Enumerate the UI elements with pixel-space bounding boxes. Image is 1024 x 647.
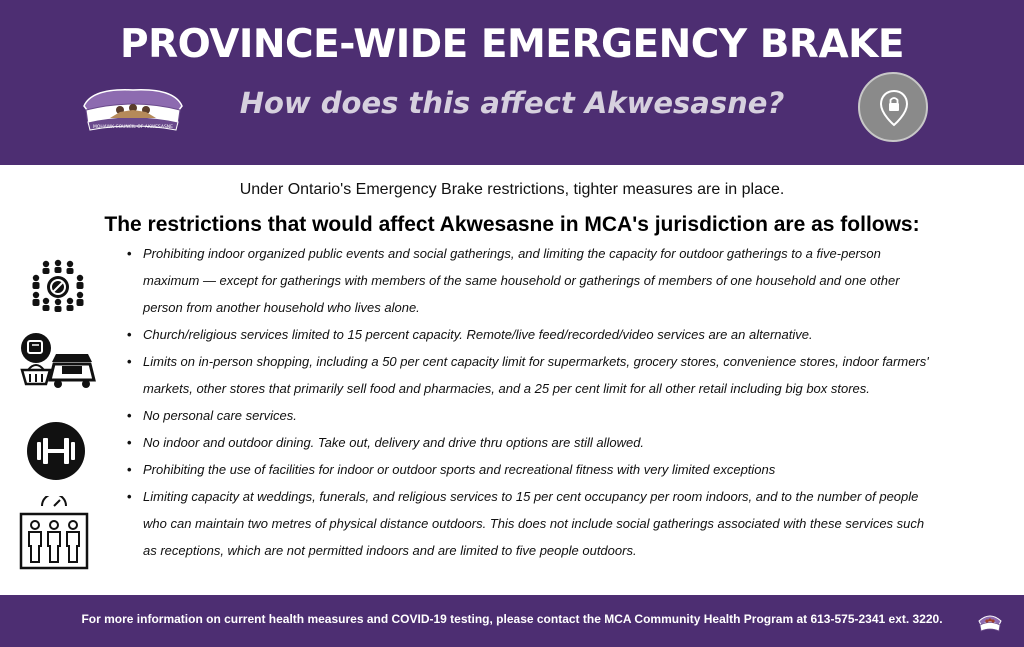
svg-text:MOHAWK COUNCIL OF AKWESASNE: MOHAWK COUNCIL OF AKWESASNE bbox=[92, 125, 174, 130]
restrictions-list bbox=[127, 240, 937, 564]
mca-seal-icon bbox=[977, 611, 1003, 633]
page-title: PROVINCE-WIDE EMERGENCY BRAKE bbox=[119, 22, 905, 67]
list-item: • Church/religious services limited to 15 percent capacity. Remote/live feed/recorded/video services are an alternative. bbox=[127, 321, 937, 348]
page-subtitle: How does this affect Akwesasne? bbox=[239, 86, 785, 120]
fitness-dumbbell-icon bbox=[26, 421, 86, 481]
shopping-icon bbox=[18, 332, 98, 392]
list-item: • Limiting capacity at weddings, funerals, and religious services to 15 per cent occupancy per room indoors, and to the number of people who can maintain two metres of physical distance outdoors. This does not include social gatherings associated with these services such as receptions, which are not permitted indoors and are limited to five people outdoors. bbox=[127, 483, 937, 564]
footer-banner bbox=[0, 595, 1024, 647]
list-item: • Prohibiting the use of facilities for indoor or outdoor sports and recreational fitness with very limited exceptions bbox=[127, 456, 937, 483]
restrictions-heading: The restrictions that would affect Akwesasne in MCA's jurisdiction are as follows: bbox=[104, 213, 920, 236]
list-item: • Limits on in-person shopping, including a 50 per cent capacity limit for supermarkets, grocery stores, convenience stores, indoor farmers' markets, other stores that primarily sell food and pharmacies, and a 25 per cent limit for all other retail including big box stores. bbox=[127, 348, 937, 402]
list-item: • No personal care services. bbox=[127, 402, 937, 429]
list-item: • Prohibiting indoor organized public events and social gatherings, and limiting the capacity for outdoor gatherings to a five-person maximum — except for gatherings with members of the same household or gatherings of members of one household and one other person from another household who lives alone. bbox=[127, 240, 937, 321]
no-gatherings-icon bbox=[30, 258, 86, 312]
intro-text: Under Ontario's Emergency Brake restrictions, tighter measures are in place. bbox=[239, 181, 785, 198]
list-item: • No indoor and outdoor dining. Take out, delivery and drive thru options are still allowed. bbox=[127, 429, 937, 456]
mca-logo bbox=[80, 84, 186, 134]
footer-text: For more information on current health measures and COVID-19 testing, please contact the MCA Community Health Program at 613-575-2341 ext. 3220. bbox=[81, 612, 943, 626]
header-banner bbox=[0, 0, 1024, 165]
elevator-capacity-icon bbox=[18, 496, 90, 570]
location-lock-icon bbox=[858, 72, 928, 142]
